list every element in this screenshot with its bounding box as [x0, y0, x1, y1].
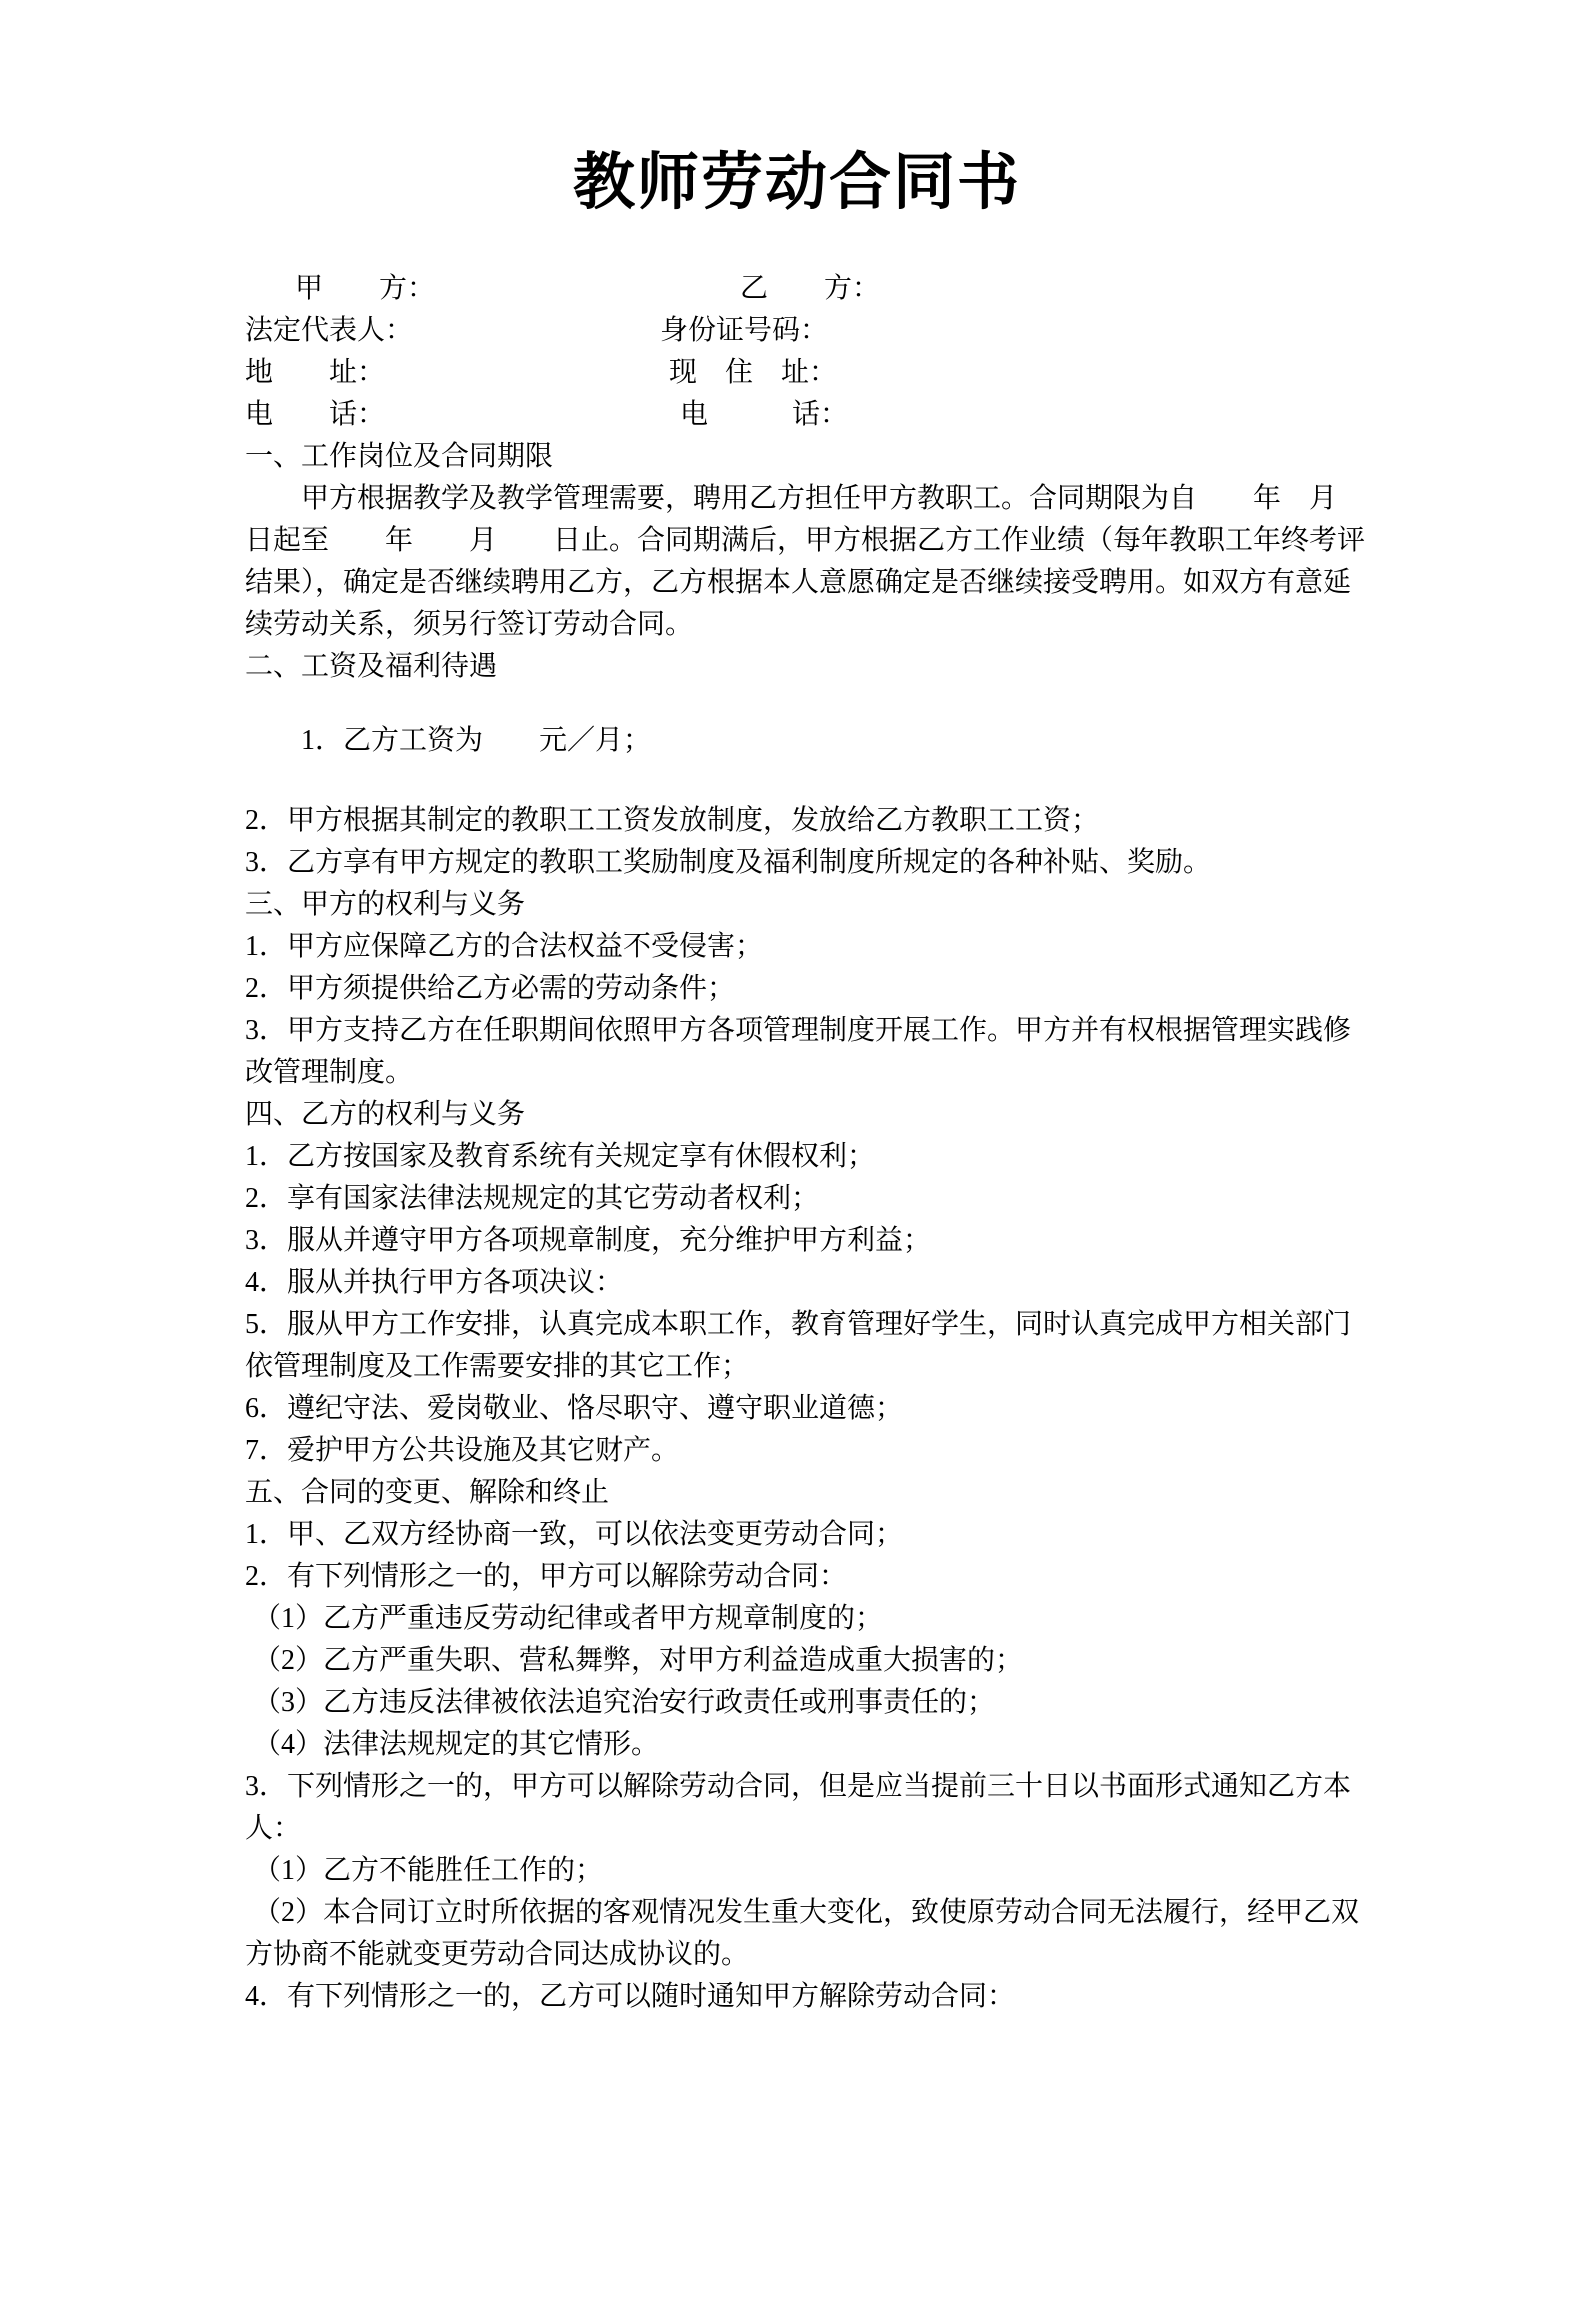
contract-line: 3．乙方享有甲方规定的教职工奖励制度及福利制度所规定的各种补贴、奖励。 — [245, 847, 1212, 878]
contract-line: 方协商不能就变更劳动合同达成协议的。 — [245, 1939, 750, 1970]
contract-line: 3．甲方支持乙方在任职期间依照甲方各项管理制度开展工作。甲方并有权根据管理实践修 — [245, 1015, 1352, 1046]
contract-line: 2．享有国家法律法规规定的其它劳动者权利； — [245, 1183, 820, 1214]
contract-line: （3）乙方违反法律被依法追究治安行政责任或刑事责任的； — [253, 1687, 996, 1718]
contract-line: （4）法律法规规定的其它情形。 — [253, 1729, 660, 1760]
contract-line: 4．服从并执行甲方各项决议： — [245, 1267, 624, 1298]
contract-body — [245, 436, 1366, 2018]
contract-line: 1．甲、乙双方经协商一致，可以依法变更劳动合同； — [245, 1519, 904, 1550]
contract-line: 五、合同的变更、解除和终止 — [245, 1477, 610, 1508]
contract-line: 一、工作岗位及合同期限 — [245, 441, 554, 472]
contract-line: 结果），确定是否继续聘用乙方，乙方根据本人意愿确定是否继续接受聘用。如双方有意延 — [245, 567, 1352, 598]
contract-line: 四、乙方的权利与义务 — [245, 1099, 526, 1130]
contract-line: 人： — [245, 1813, 302, 1844]
contract-line: （2）本合同订立时所依据的客观情况发生重大变化，致使原劳动合同无法履行，经甲乙双 — [253, 1897, 1360, 1928]
contract-line: 2．甲方根据其制定的教职工工资发放制度，发放给乙方教职工工资； — [245, 805, 1100, 836]
party-field-label-right: 身份证号码： — [660, 315, 829, 346]
contract-line: 1．乙方按国家及教育系统有关规定享有休假权利； — [245, 1141, 876, 1172]
party-field-label-left: 电 话： — [245, 399, 386, 430]
party-info-row — [245, 268, 1349, 310]
party-field-label-right: 电 话： — [680, 399, 849, 430]
party-info-row — [245, 352, 1349, 394]
contract-line: 二、工资及福利待遇 — [245, 651, 498, 682]
contract-line: 3．下列情形之一的，甲方可以解除劳动合同，但是应当提前三十日以书面形式通知乙方本 — [245, 1771, 1352, 1802]
contract-line: 3．服从并遵守甲方各项规章制度，充分维护甲方利益； — [245, 1225, 932, 1256]
party-field-label-left: 甲 方： — [295, 273, 436, 304]
contract-line: （2）乙方严重失职、营私舞弊，对甲方利益造成重大损害的； — [253, 1645, 1024, 1676]
party-info-section — [245, 268, 1349, 436]
contract-page — [0, 146, 1587, 2306]
contract-line: 三、甲方的权利与义务 — [245, 889, 526, 920]
contract-line: 续劳动关系，须另行签订劳动合同。 — [245, 609, 694, 640]
contract-line: 1．甲方应保障乙方的合法权益不受侵害； — [245, 931, 764, 962]
contract-line: 7．爱护甲方公共设施及其它财产。 — [245, 1435, 680, 1466]
contract-line: 依管理制度及工作需要安排的其它工作； — [245, 1351, 750, 1382]
contract-line: 2．甲方须提供给乙方必需的劳动条件； — [245, 973, 736, 1004]
contract-line: 甲方根据教学及教学管理需要，聘用乙方担任甲方教职工。合同期限为自 年 月 — [301, 483, 1338, 514]
contract-line: （1）乙方严重违反劳动纪律或者甲方规章制度的； — [253, 1603, 884, 1634]
contract-line: 改管理制度。 — [245, 1057, 414, 1088]
contract-line: 4．有下列情形之一的，乙方可以随时通知甲方解除劳动合同： — [245, 1981, 1016, 2012]
document-title: 教师劳动合同书 — [572, 149, 1021, 217]
party-field-label-left: 地 址： — [245, 357, 386, 388]
contract-line: （1）乙方不能胜任工作的； — [253, 1855, 604, 1886]
party-field-label-left: 法定代表人： — [245, 315, 414, 346]
party-info-row — [245, 394, 1349, 436]
party-field-label-right: 乙 方： — [740, 273, 881, 304]
contract-line: 日起至 年 月 日止。合同期满后，甲方根据乙方工作业绩（每年教职工年终考评 — [245, 525, 1366, 556]
contract-line: 5．服从甲方工作安排，认真完成本职工作，教育管理好学生，同时认真完成甲方相关部门 — [245, 1309, 1352, 1340]
contract-line: 2．有下列情形之一的，甲方可以解除劳动合同： — [245, 1561, 848, 1592]
contract-line: 1．乙方工资为 元／月； — [301, 725, 652, 756]
party-field-label-right: 现 住 址： — [669, 357, 838, 388]
party-info-row — [245, 310, 1349, 352]
contract-line: 6．遵纪守法、爱岗敬业、恪尽职守、遵守职业道德； — [245, 1393, 904, 1424]
